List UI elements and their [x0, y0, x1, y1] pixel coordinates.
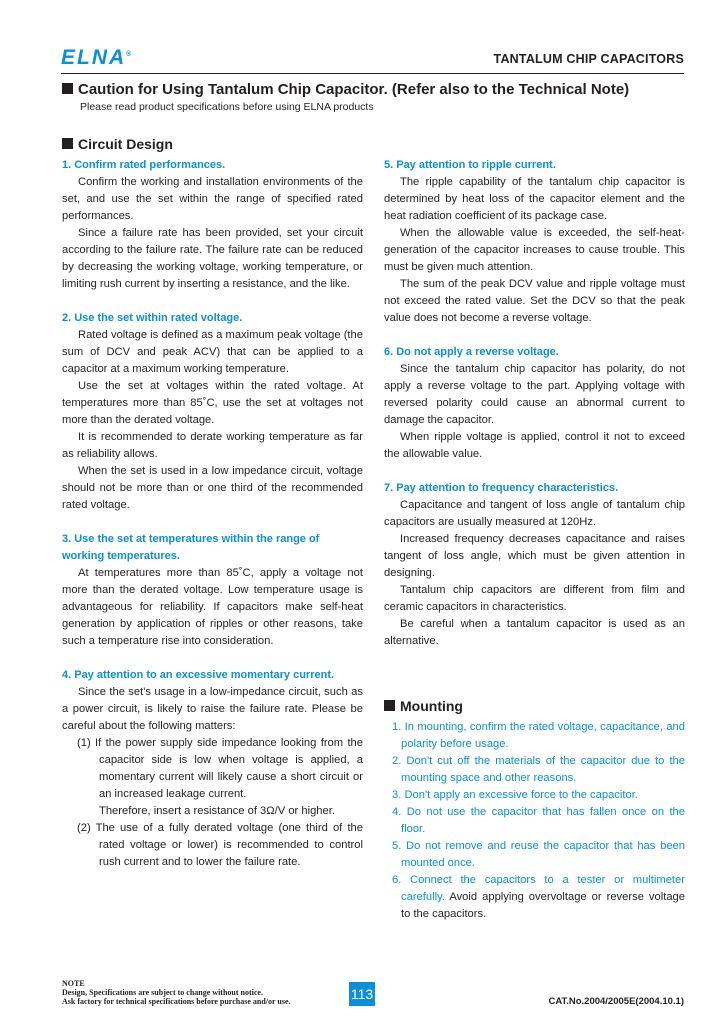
footer-note: NOTE Design, Specifications are subject to change without notice. Ask factory for technical specifications before purchase and/or use. [62, 979, 291, 1006]
mounting-item: 2. Don't cut off the materials of the capacitor due to the mounting space and other reasons. [392, 755, 685, 784]
section-4-list-item: (2) The use of a fully derated voltage (one third of the rated voltage or lower) is recommended to control rush current and to lower the failure rate. [77, 822, 363, 868]
header-divider [61, 73, 684, 74]
section-7-paragraph: Increased frequency decreases capacitance and raises tangent of loss angle, which must be given attention in designing. [384, 533, 685, 579]
mounting-heading: Mounting [384, 698, 685, 715]
page-title: Caution for Using Tantalum Chip Capacitor. (Refer also to the Technical Note) [62, 81, 629, 98]
section-5-paragraph: The ripple capability of the tantalum chip capacitor is determined by heat loss of the capacitor element and the heat radiation coefficient of its package case. [384, 176, 685, 222]
section-6-title: 6. Do not apply a reverse voltage. [384, 346, 559, 358]
section-7-paragraph: Tantalum chip capacitors are different from film and ceramic capacitors in characteristics. [384, 584, 685, 613]
section-7-title: 7. Pay attention to frequency characteristics. [384, 482, 619, 494]
section-4-list-item: (1) If the power supply side impedance looking from the capacitor side is low when voltage is applied, a momentary current will likely cause a short circuit or an increased leakage current. [77, 737, 363, 800]
elna-logo: ELNA® [61, 46, 134, 69]
section-5-paragraph: The sum of the peak DCV value and ripple voltage must not exceed the rated value. Set the DCV so that the peak value does not become a reverse voltage. [384, 278, 685, 324]
mounting-item: 1. In mounting, confirm the rated voltage, capacitance, and polarity before usage. [392, 721, 685, 750]
section-1-paragraph: Confirm the working and installation environments of the set, and use the set within the range of specified rated performances. [62, 176, 363, 222]
section-2-title: 2. Use the set within rated voltage. [62, 312, 243, 324]
section-6-paragraph: When ripple voltage is applied, control it not to exceed the allowable value. [384, 431, 685, 460]
circuit-design-heading: Circuit Design [62, 136, 363, 153]
section-7-paragraph: Be careful when a tantalum capacitor is used as an alternative. [384, 618, 685, 647]
section-3-title: 3. Use the set at temperatures within the range of working temperatures. [62, 533, 320, 562]
section-6-paragraph: Since the tantalum chip capacitor has polarity, do not apply a reverse voltage to the part. Applying voltage with reversed polarity could cause an abnormal current to damage the capacitor. [384, 363, 685, 426]
section-4-list-item-note: Therefore, insert a resistance of 3Ω/V or higher. [99, 805, 335, 817]
section-5-paragraph: When the allowable value is exceeded, the self-heat-generation of the capacitor increases to cause trouble. This must be given much attention. [384, 227, 685, 273]
section-7-paragraph: Capacitance and tangent of loss angle of tantalum chip capacitors are usually measured at 120Hz. [384, 499, 685, 528]
page-subtitle: Please read product specifications before using ELNA products [80, 101, 374, 113]
section-2-paragraph: Rated voltage is defined as a maximum peak voltage (the sum of DCV and peak ACV) that can be applied to a capacitor at a maximum working temperature. [62, 329, 363, 375]
mounting-item: 4. Do not use the capacitor that has fallen once on the floor. [392, 806, 685, 835]
section-4-title: 4. Pay attention to an excessive momentary current. [62, 669, 335, 681]
section-2-paragraph: Use the set at voltages within the rated voltage. At temperatures more than 85˚C, use the set at voltages not more than the derated voltage. [62, 380, 363, 426]
catalog-number: CAT.No.2004/2005E(2004.10.1) [548, 996, 684, 1007]
right-column [384, 136, 685, 923]
section-1-title: 1. Confirm rated performances. [62, 159, 226, 171]
category-title: TANTALUM CHIP CAPACITORS [493, 52, 684, 66]
page-number: 113 [349, 982, 375, 1006]
square-bullet-icon [62, 138, 73, 149]
mounting-item: 6. Connect the capacitors to a tester or multimeter carefully. Avoid applying overvoltage or reverse voltage to the capacitors. [392, 874, 685, 920]
mounting-item: 5. Do not remove and reuse the capacitor that has been mounted once. [392, 840, 685, 869]
section-2-paragraph: When the set is used in a low impedance circuit, voltage should not be more than or one third of the recommended rated voltage. [62, 465, 363, 511]
section-2-paragraph: It is recommended to derate working temperature as far as reliability allows. [62, 431, 363, 460]
mounting-item: 3. Don't apply an excessive force to the capacitor. [392, 789, 638, 801]
square-bullet-icon [62, 83, 73, 94]
section-5-title: 5. Pay attention to ripple current. [384, 159, 556, 171]
section-4-paragraph: Since the set's usage in a low-impedance circuit, such as a power circuit, is likely to raise the failure rate. Please be careful about the following matters: [62, 686, 363, 732]
left-column [62, 136, 363, 871]
section-3-paragraph: At temperatures more than 85˚C, apply a voltage not more than the derated voltage. Low temperature usage is advantageous for reliability. If capacitors make self-heat generation by application of ripples or other reasons, take such a temperature rise into consideration. [62, 567, 363, 647]
square-bullet-icon [384, 700, 395, 711]
section-1-paragraph: Since a failure rate has been provided, set your circuit according to the failure rate. The failure rate can be reduced by decreasing the working voltage, working temperature, or limiting rush current by inserting a resistance, and the like. [62, 227, 363, 290]
